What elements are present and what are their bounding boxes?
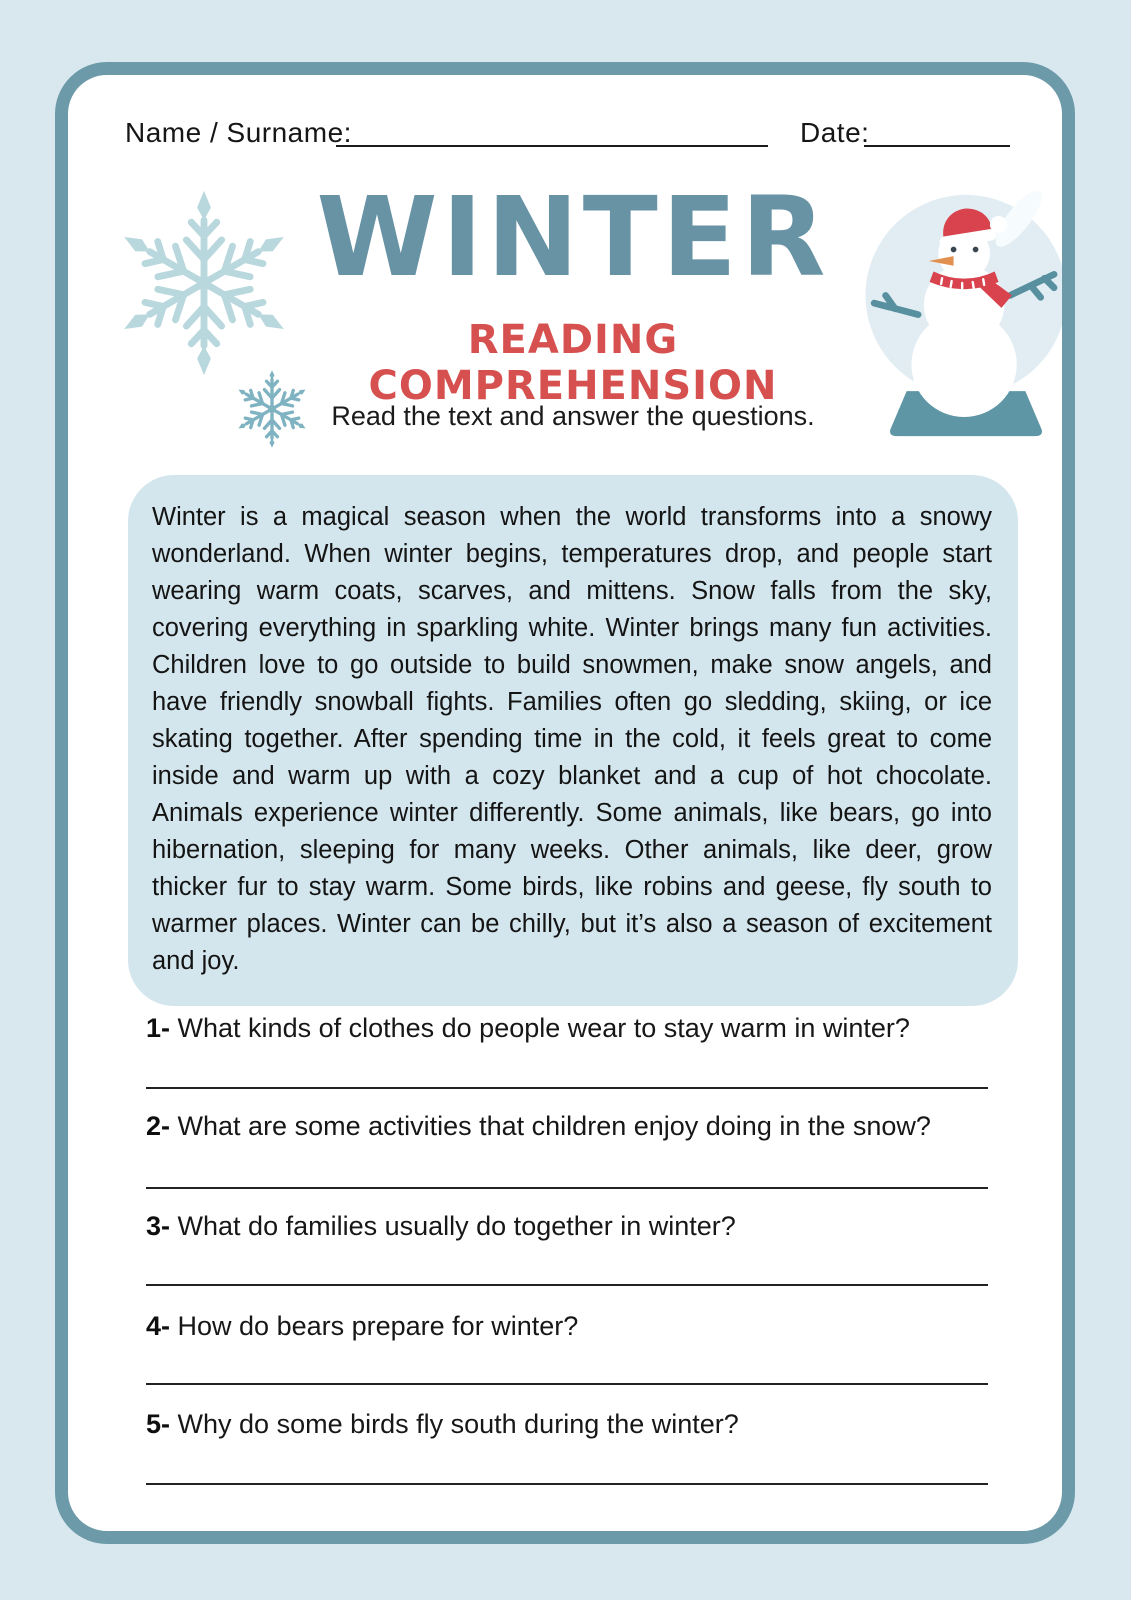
page-subtitle: READING COMPREHENSION bbox=[368, 317, 778, 409]
question-2-number: 2- bbox=[146, 1111, 171, 1141]
answer-line-5 bbox=[146, 1483, 988, 1485]
question-3-text: What do families usually do together in winter? bbox=[177, 1211, 736, 1241]
question-1-text: What kinds of clothes do people wear to stay warm in winter? bbox=[177, 1013, 910, 1043]
question-5-text: Why do some birds fly south during the winter? bbox=[177, 1409, 739, 1439]
question-1 bbox=[146, 1013, 1006, 1044]
question-4 bbox=[146, 1311, 1006, 1342]
question-2 bbox=[146, 1111, 1006, 1142]
question-1-number: 1- bbox=[146, 1013, 171, 1043]
reading-passage-text: Winter is a magical season when the world transforms into a snowy wonderland. When winter begins, temperatures drop, and people start wearing warm coats, scarves, and mittens. Snow falls from the sky, covering everything in sparkling white. Winter brings many fun activities. Children love to go outside to build snowmen, make snow angels, and have friendly snowball fights. Families often go sledding, skiing, or ice skating together. After spending time in the cold, it feels great to come inside and warm up with a cozy blanket and a cup of hot chocolate. Animals experience winter differently. Some animals, like bears, go into hibernation, sleeping for many weeks. Other animals, like deer, grow thicker fur to stay warm. Some birds, like robins and geese, fly south to warmer places. Winter can be chilly, but it’s also a season of excitement and joy. bbox=[152, 503, 992, 975]
worksheet-card bbox=[55, 62, 1075, 1544]
name-surname-label: Name / Surname: bbox=[125, 117, 352, 148]
question-2-text: What are some activities that children enjoy doing in the snow? bbox=[177, 1111, 931, 1141]
answer-line-2 bbox=[146, 1187, 988, 1189]
question-4-text: How do bears prepare for winter? bbox=[177, 1311, 579, 1341]
question-3 bbox=[146, 1211, 1006, 1242]
question-5-number: 5- bbox=[146, 1409, 171, 1439]
question-5 bbox=[146, 1409, 1006, 1440]
name-write-line bbox=[336, 145, 768, 147]
answer-line-3 bbox=[146, 1284, 988, 1286]
date-label: Date: bbox=[800, 117, 870, 148]
snow-globe-snowman-icon bbox=[858, 171, 1074, 439]
answer-line-4 bbox=[146, 1383, 988, 1385]
question-3-number: 3- bbox=[146, 1211, 171, 1241]
reading-passage-box bbox=[128, 475, 1018, 1006]
date-write-line bbox=[864, 145, 1010, 147]
instruction-text: Read the text and answer the questions. bbox=[331, 401, 815, 431]
answer-line-1 bbox=[146, 1087, 988, 1089]
question-4-number: 4- bbox=[146, 1311, 171, 1341]
page-title: WINTER bbox=[316, 173, 830, 301]
